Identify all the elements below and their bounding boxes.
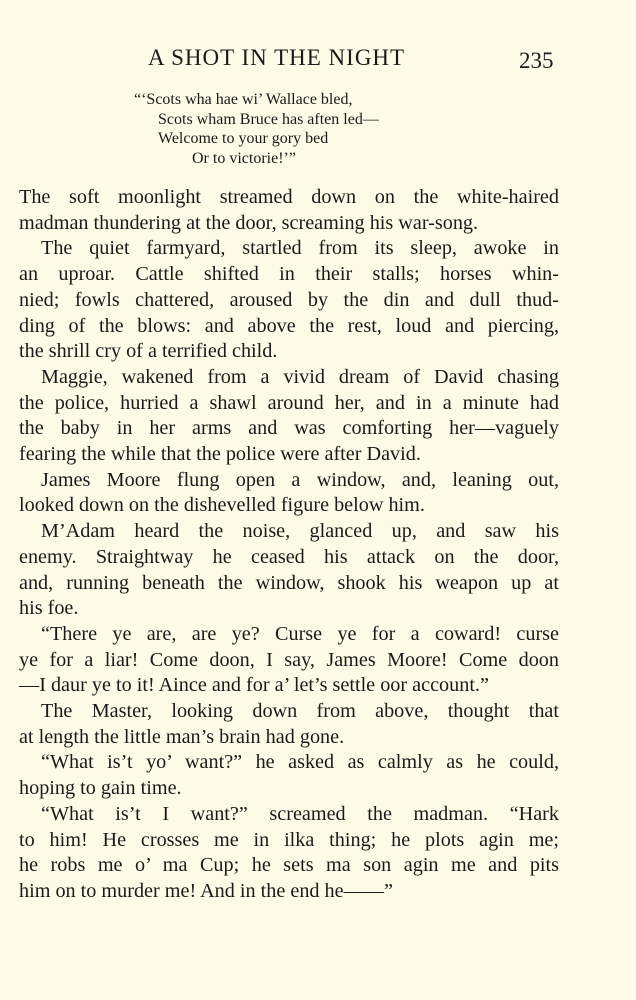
body-text — [19, 185, 559, 905]
text-line: an uproar. Cattle shifted in their stalls; horses whin- — [19, 263, 559, 286]
text-line: to him! He crosses me in ilka thing; he plots agin me; — [19, 828, 559, 851]
text-line: ding of the blows: and above the rest, loud and piercing, — [19, 314, 559, 337]
verse-line: Welcome to your gory bed — [158, 130, 329, 147]
text-line: the baby in her arms and was comforting her—vaguely — [19, 417, 559, 440]
verse-line: Scots wham Bruce has aften led— — [158, 110, 379, 128]
text-line: M’Adam heard the noise, glanced up, and saw his — [41, 520, 559, 543]
text-line: and, running beneath the window, shook his weapon up at — [19, 571, 559, 594]
text-line: his foe. — [19, 597, 79, 620]
text-line: the shrill cry of a terrified child. — [19, 340, 278, 363]
text-line: The Master, looking down from above, thought that — [41, 700, 559, 723]
text-line: enemy. Straightway he ceased his attack on the door, — [19, 545, 559, 568]
text-line: looked down on the dishevelled figure below him. — [19, 494, 425, 517]
text-line: “There ye are, are ye? Curse ye for a coward! curse — [41, 622, 559, 645]
text-line: he robs me o’ ma Cup; he sets ma son agin me and pits — [19, 854, 559, 877]
verse-line: “‘Scots wha hae wi’ Wallace bled, — [134, 91, 353, 108]
text-line: The soft moonlight streamed down on the white-haired — [19, 186, 559, 208]
text-line: “What is’t I want?” screamed the madman. “Hark — [41, 802, 559, 825]
page-number: 235 — [519, 48, 554, 73]
text-line: at length the little man’s brain had gone. — [19, 725, 345, 748]
text-line: ye for a liar! Come doon, I say, James Moore! Come doon — [19, 648, 559, 671]
text-line: the police, hurried a shawl around her, and in a minute had — [19, 391, 559, 414]
text-line: hoping to gain time. — [19, 777, 182, 800]
text-line: “What is’t yo’ want?” he asked as calmly as he could, — [41, 751, 559, 774]
running-title: A SHOT IN THE NIGHT — [148, 45, 406, 70]
text-line: The quiet farmyard, startled from its sleep, awoke in — [41, 237, 559, 260]
text-line: James Moore flung open a window, and, leaning out, — [41, 468, 559, 491]
text-line: nied; fowls chattered, aroused by the din and dull thud- — [19, 288, 559, 311]
text-line: madman thundering at the door, screaming his war-song. — [19, 211, 479, 234]
text-line: him on to murder me! And in the end he——” — [19, 879, 393, 902]
verse-line: Or to victorie!’” — [192, 149, 296, 167]
text-line: —I daur ye to it! Aince and for a’ let’s settle oor account.” — [19, 674, 489, 697]
verse-quote — [134, 90, 379, 168]
text-line: Maggie, wakened from a vivid dream of David chasing — [41, 365, 559, 388]
text-line: fearing the while that the police were after David. — [19, 443, 421, 466]
